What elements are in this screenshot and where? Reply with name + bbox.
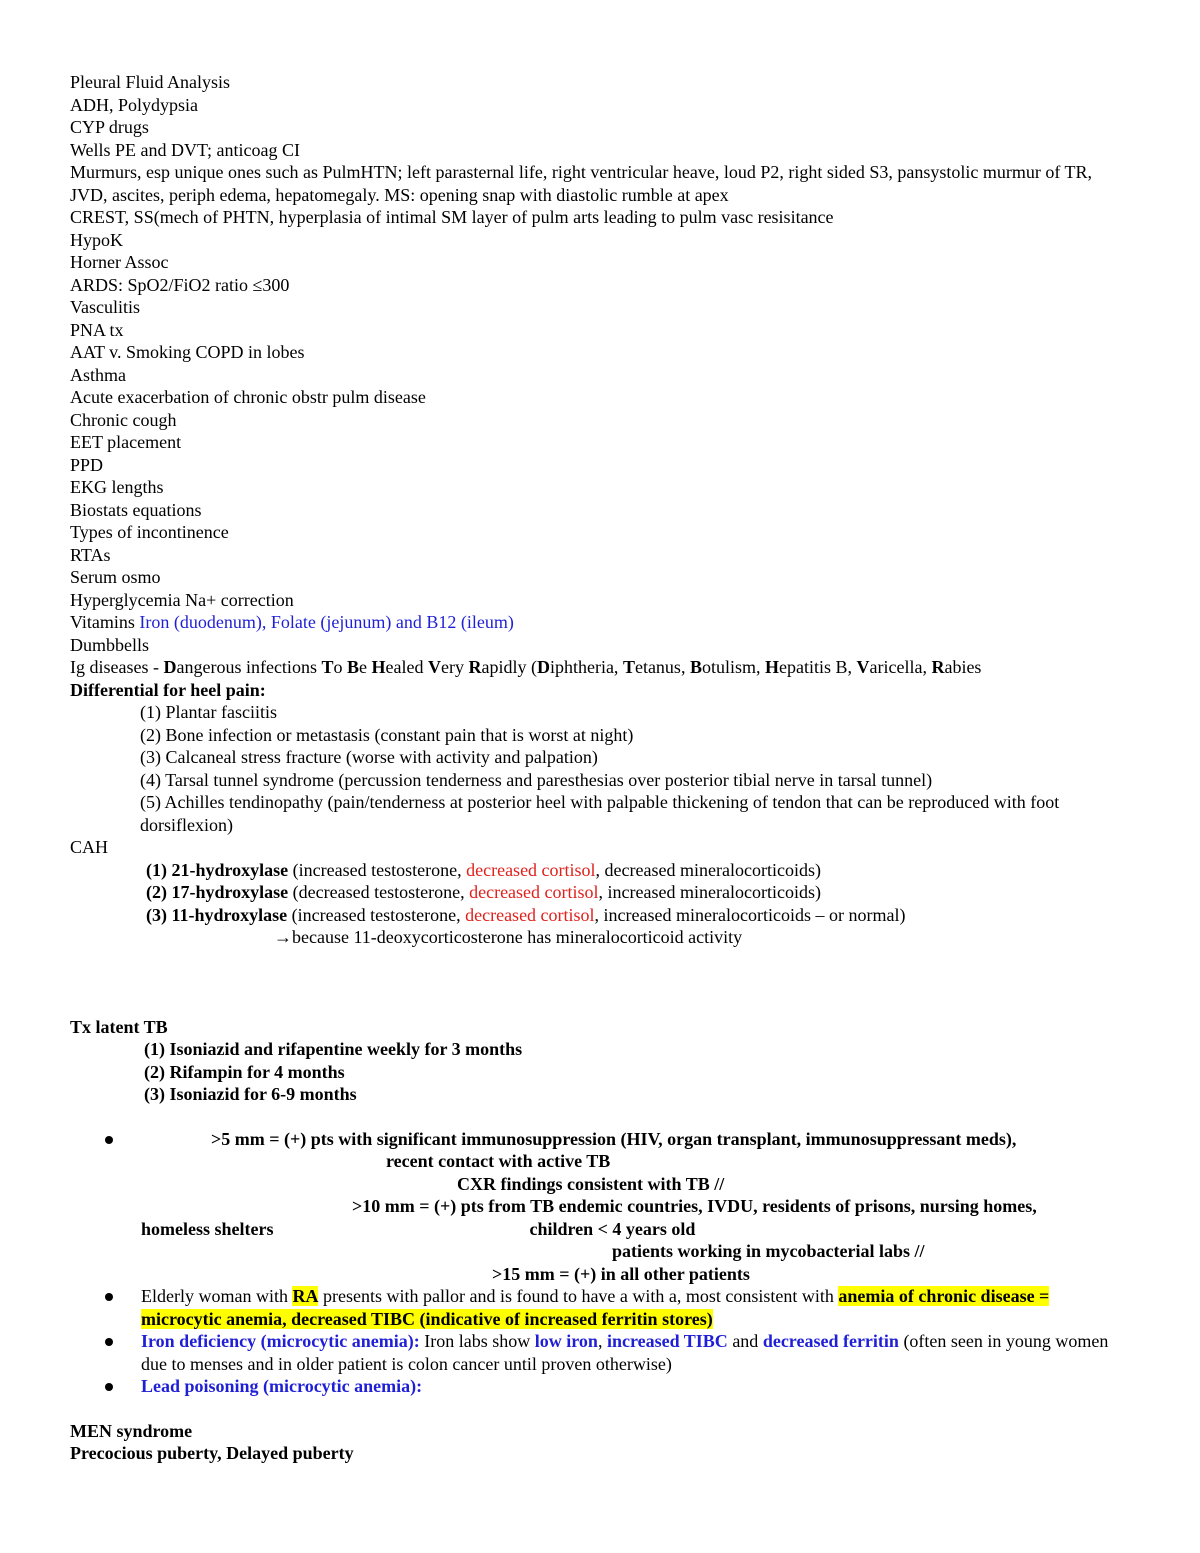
iron-emph: low iron: [534, 1331, 598, 1351]
mnemonic-letter: T: [622, 657, 635, 677]
mnemonic-letter: V: [856, 657, 870, 677]
topic-line: RTAs: [70, 544, 111, 565]
cah-post: , decreased mineralocorticoids): [595, 859, 821, 880]
ppd-line: recent contact with active TB: [386, 1151, 611, 1171]
cah-cortisol: decreased cortisol: [466, 859, 596, 880]
bullet-icon: [105, 1338, 113, 1346]
ra-text: presents with pallor and is found to have a with a, most consistent with: [318, 1286, 839, 1306]
ra-bullet: [70, 1285, 1132, 1330]
iron-text: and: [727, 1331, 763, 1351]
mnemonic-rest: angerous infections: [176, 657, 322, 677]
lead-poisoning-title: Lead poisoning (microcytic anemia):: [141, 1376, 423, 1396]
ppd-bullet: [70, 1128, 1132, 1286]
topic-line: PPD: [70, 454, 104, 475]
heel-pain-heading: Differential for heel pain:: [70, 679, 266, 700]
mnemonic-letter: V: [427, 657, 441, 677]
heel-pain-item: (1) Plantar fasciitis: [140, 702, 277, 722]
topic-line: EKG lengths: [70, 477, 164, 497]
topic-line: Vasculitis: [70, 297, 140, 317]
document-body: [70, 71, 1132, 1465]
topic-line: Serum osmo: [70, 567, 161, 587]
latent-tb-item: (3) Isoniazid for 6-9 months: [144, 1084, 357, 1104]
spacer: [70, 1398, 1132, 1420]
ig-diseases-prefix: Ig diseases -: [70, 657, 164, 677]
cah-note-text: because 11-deoxycorticosterone has mineralocorticoid activity: [292, 927, 743, 947]
mnemonic-rest: ealed: [385, 657, 428, 677]
ppd-line-part: homeless shelters: [141, 1218, 274, 1239]
mnemonic-rest: ery: [440, 657, 469, 677]
topic-line: PNA tx: [70, 319, 124, 340]
cah-item: [70, 904, 1132, 927]
arrow-right-icon: →: [274, 927, 292, 947]
topic-line: Hyperglycemia Na+ correction: [70, 589, 294, 610]
topic-line: Dumbbells: [70, 634, 149, 655]
bullet-icon: [105, 1383, 113, 1391]
topic-line: ARDS: SpO2/FiO2 ratio ≤300: [70, 274, 290, 295]
mnemonic-rest: e: [358, 657, 372, 677]
mnemonic-letter: H: [371, 657, 386, 677]
mnemonic-rest: epatitis B,: [778, 657, 857, 677]
iron-bullet: [70, 1330, 1132, 1375]
vitamins-label: Vitamins: [70, 612, 140, 632]
cah-item: [70, 859, 1132, 882]
cah-pre: (decreased testosterone,: [288, 882, 470, 902]
ppd-line: [141, 1218, 1132, 1241]
iron-emph: decreased ferritin: [762, 1331, 899, 1351]
topic-line: Chronic cough: [70, 409, 177, 430]
latent-tb-heading: Tx latent TB: [70, 1016, 168, 1037]
anemia-chronic-disease-highlight: anemia of chronic disease = microcytic anemia, decreased TIBC (indicative of increased ferritin stores): [141, 1286, 1050, 1329]
mnemonic-rest: etanus,: [634, 657, 690, 677]
spacer: [70, 949, 1132, 1016]
cah-item: [70, 881, 1132, 904]
topic-line: Acute exacerbation of chronic obstr pulm disease: [70, 387, 426, 407]
mnemonic-letter: H: [764, 657, 779, 677]
topic-line: EET placement: [70, 432, 182, 452]
topic-line: Horner Assoc: [70, 252, 169, 272]
ra-text: Elderly woman with: [141, 1286, 293, 1306]
vitamins-detail: Iron (duodenum), Folate (jejunum) and B12 (ileum): [139, 612, 514, 632]
iron-text: (often seen in young women due to menses and in older patient is colon cancer until proven otherwise): [141, 1331, 1109, 1374]
mnemonic-rest: apidly (: [481, 657, 537, 677]
lead-bullet: [70, 1375, 1132, 1398]
cah-cortisol: decreased cortisol: [469, 882, 599, 902]
ra-highlight: RA: [292, 1286, 319, 1306]
cah-enzyme: (1) 21-hydroxylase: [146, 859, 289, 880]
ppd-line-part: children < 4 years old: [529, 1218, 696, 1239]
men-heading: MEN syndrome: [70, 1420, 193, 1441]
bullet-icon: [105, 1136, 113, 1144]
mnemonic-letter: D: [163, 657, 177, 677]
cah-enzyme: (3) 11-hydroxylase: [146, 904, 288, 925]
ppd-line: CXR findings consistent with TB //: [457, 1173, 725, 1194]
topic-line: Wells PE and DVT; anticoag CI: [70, 139, 301, 160]
ppd-line: >15 mm = (+) in all other patients: [492, 1263, 750, 1284]
topic-line-murmurs: Murmurs, esp unique ones such as PulmHTN; left parasternal life, right ventricular heave, loud P2, right sided S3, pansystolic murmur of TR, JVD, ascites, periph edema, hepatomegaly. MS: opening snap with diastolic rumble at apex: [70, 162, 1092, 205]
spacer: [70, 1106, 1132, 1128]
cah-enzyme: (2) 17-hydroxylase: [146, 882, 289, 902]
mnemonic-rest: abies: [944, 657, 982, 677]
ig-diseases-line: [70, 656, 1132, 679]
mnemonic-rest: o: [333, 657, 347, 677]
bullet-list: [70, 1128, 1132, 1398]
ppd-line: >5 mm = (+) pts with significant immunosuppression (HIV, organ transplant, immunosuppressant meds),: [211, 1128, 1017, 1149]
latent-tb-item: (1) Isoniazid and rifapentine weekly for 3 months: [144, 1039, 523, 1059]
mnemonic-rest: otulism,: [701, 657, 765, 677]
mnemonic-letter: R: [931, 657, 945, 677]
topic-line: CYP drugs: [70, 117, 149, 137]
puberty-heading: Precocious puberty, Delayed puberty: [70, 1443, 354, 1463]
vitamins-line: [70, 611, 1132, 634]
mnemonic-letter: D: [536, 657, 550, 677]
cah-post: , increased mineralocorticoids): [598, 882, 821, 902]
topic-line: CREST, SS(mech of PHTN, hyperplasia of intimal SM layer of pulm arts leading to pulm vasc resisitance: [70, 207, 834, 227]
mnemonic-letter: B: [346, 657, 359, 677]
topic-line: ADH, Polydypsia: [70, 94, 199, 115]
iron-deficiency-title: Iron deficiency (microcytic anemia):: [141, 1331, 420, 1351]
iron-text: ,: [597, 1331, 607, 1351]
cah-note: [70, 926, 1132, 949]
iron-text: Iron labs show: [419, 1331, 535, 1351]
ppd-line: patients working in mycobacterial labs //: [612, 1241, 925, 1261]
latent-tb-item: (2) Rifampin for 4 months: [144, 1061, 345, 1082]
iron-emph: increased TIBC: [606, 1331, 728, 1351]
heel-pain-item: (4) Tarsal tunnel syndrome (percussion tenderness and paresthesias over posterior tibial nerve in tarsal tunnel): [140, 769, 933, 790]
mnemonic-letter: T: [321, 657, 334, 677]
bullet-icon: [105, 1293, 113, 1301]
heel-pain-item: (5) Achilles tendinopathy (pain/tenderness at posterior heel with palpable thickening of tendon that can be reproduced with foot dorsiflexion): [140, 792, 1060, 835]
mnemonic-rest: aricella,: [869, 657, 932, 677]
topic-line: Asthma: [70, 364, 126, 385]
mnemonic-letter: R: [468, 657, 482, 677]
topic-line: HypoK: [70, 229, 123, 250]
topic-line: Biostats equations: [70, 499, 202, 520]
heel-pain-item: (3) Calcaneal stress fracture (worse with activity and palpation): [140, 747, 598, 767]
cah-pre: (increased testosterone,: [287, 904, 466, 925]
heel-pain-item: (2) Bone infection or metastasis (constant pain that is worst at night): [140, 724, 634, 745]
mnemonic-rest: iphtheria,: [549, 657, 623, 677]
cah-post: , increased mineralocorticoids – or normal): [594, 904, 906, 925]
cah-cortisol: decreased cortisol: [465, 904, 595, 925]
topic-line: Pleural Fluid Analysis: [70, 72, 231, 92]
cah-heading: CAH: [70, 837, 109, 857]
ppd-line: >10 mm = (+) pts from TB endemic countries, IVDU, residents of prisons, nursing homes,: [352, 1196, 1037, 1216]
topic-line: AAT v. Smoking COPD in lobes: [70, 342, 305, 362]
topic-line: Types of incontinence: [70, 522, 229, 542]
cah-pre: (increased testosterone,: [288, 859, 467, 880]
mnemonic-letter: B: [689, 657, 702, 677]
